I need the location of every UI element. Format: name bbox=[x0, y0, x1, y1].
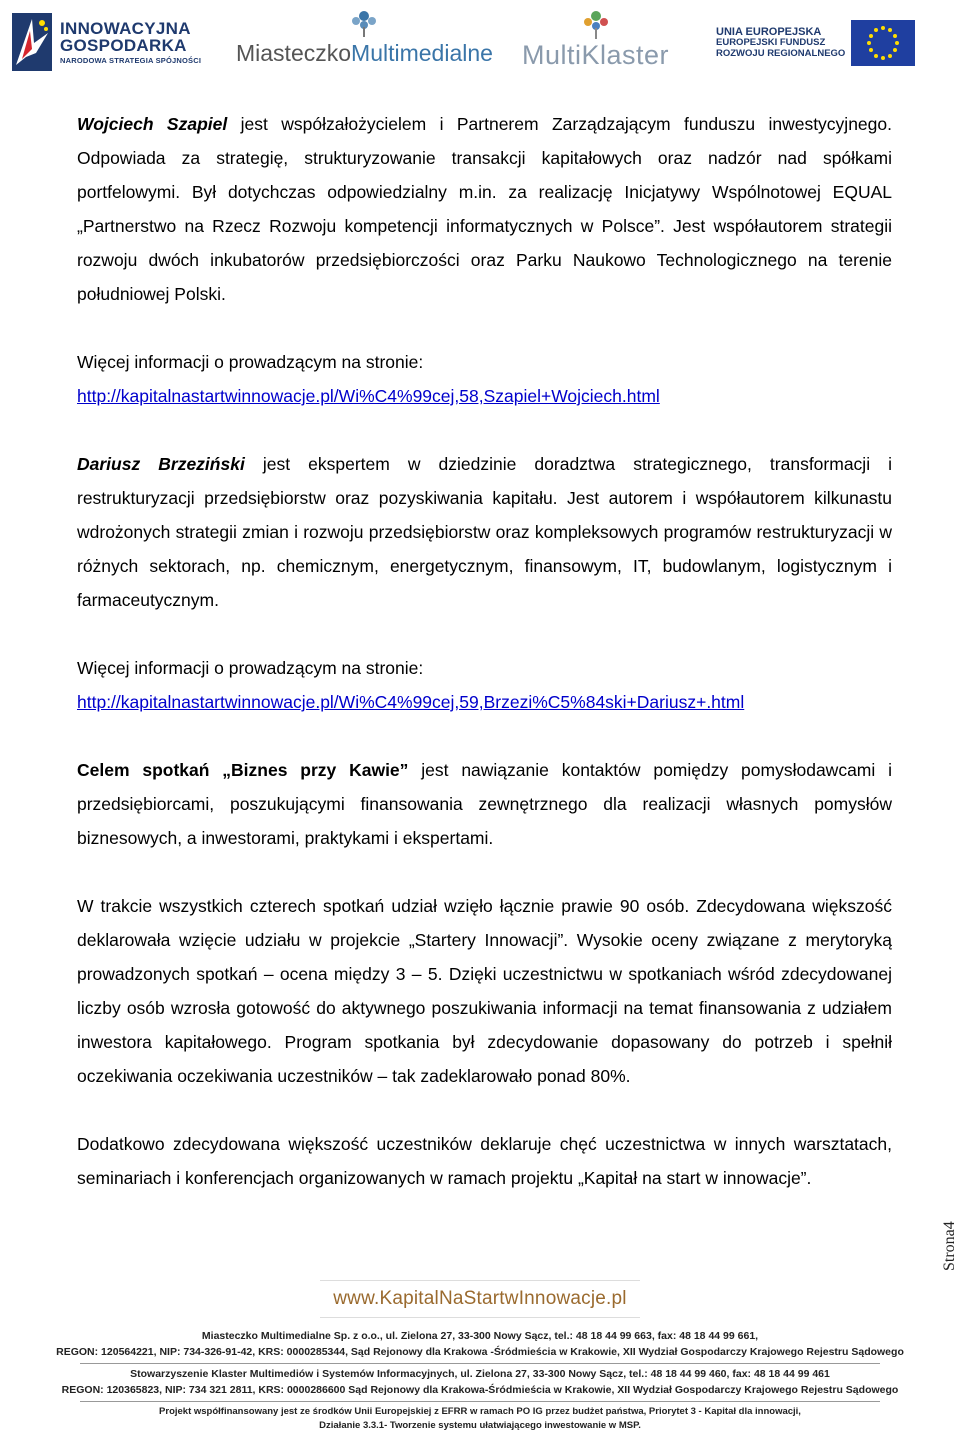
more-info-label-1: Więcej informacji o prowadzącym na stronie: bbox=[77, 352, 424, 372]
eu-flag-icon bbox=[851, 20, 915, 66]
page-number bbox=[935, 1205, 960, 1275]
footer-website-banner bbox=[320, 1280, 640, 1318]
unia-europejska-logo bbox=[716, 18, 915, 68]
person-name-szapiel: Wojciech Szapiel bbox=[77, 114, 228, 134]
more-info-label-2: Więcej informacji o prowadzącym na stronie: bbox=[77, 658, 424, 678]
person-name-brzezinski: Dariusz Brzeziński bbox=[77, 454, 245, 474]
footer-line-5: Projekt współfinansowany jest ze środków Unii Europejskiej z EFRR w ramach PO IG przez budżet państwa, Priorytet 3 - Kapitał dla innowacji, bbox=[159, 1406, 801, 1417]
page-footer bbox=[0, 1276, 960, 1437]
paragraph-brzezinski-text: jest ekspertem w dziedzinie doradztwa strategicznego, transformacji i restrukturyzacji przedsiębiorstw oraz pozyskiwania kapitału. Jest autorem i współautorem kilkunastu wdrożonych strategii zmian i rozwoju przedsiębiorstw oraz kompleksowych programów restrukturyzacji w różnych sektorach, np. chemicznym, energetycznym, finansowym, IT, budowlanym, logistycznym i farmaceutycznym. bbox=[77, 454, 893, 610]
ue-line2: EUROPEJSKI FUNDUSZ bbox=[716, 37, 826, 49]
paragraph-celem-text: jest nawiązanie kontaktów pomiędzy pomysłodawcami i przedsiębiorcami, poszukującymi finansowania zewnętrznego dla realizacji własnych pomysłów biznesowych, a inwestorami, praktykami i ekspertami. bbox=[77, 760, 892, 848]
multiklaster-tree-icon bbox=[578, 10, 614, 40]
more-info-link-brzezinski[interactable]: http://kapitalnastartwinnowacje.pl/Wi%C4%99cej,59,Brzezi%C5%84ski+Dariusz+.html bbox=[77, 692, 745, 712]
paragraph-celem-bold: Celem spotkań „Biznes przy Kawie” bbox=[77, 760, 409, 780]
document-body bbox=[77, 107, 892, 1195]
footer-line-4: REGON: 120365823, NIP: 734 321 2811, KRS: 0000286600 Sąd Rejonowy dla Krakowa-Śródmieścia w Krakowie, XII Wydział Gospodarczy Krajowego Rejestru Sądowego bbox=[61, 1384, 899, 1396]
innowacyjna-gospodarka-emblem-icon bbox=[12, 13, 52, 71]
footer-line-1: Miasteczko Multimedialne Sp. z o.o., ul. Zielona 27, 33-300 Nowy Sącz, tel.: 48 18 44 99 663, fax: 48 18 44 99 661, bbox=[201, 1330, 759, 1342]
ue-line3: ROZWOJU REGIONALNEGO bbox=[716, 48, 846, 60]
page-header bbox=[0, 0, 960, 80]
footer-website-url: www.KapitalNaStartwInnowacje.pl bbox=[333, 1288, 627, 1309]
page-number-text: Strona4 bbox=[941, 1221, 958, 1271]
paragraph-summary: W trakcie wszystkich czterech spotkań udział wzięło łącznie prawie 90 osób. Zdecydowana większość deklarowała wzięcie udziału w projekcie „Startery Innowacji”. Wysokie oceny związane z merytoryką prowadzonych spotkań – ocena między 3 – 5. Dzięki uczestnictwu w spotkaniach wśród zdecydowanej liczby osób wzrosła gotowość do aktywnego poszukiwania informacji na temat finansowania z udziałem inwestora kapitałowego. Program spotkania był zdecydowanie dopasowany do potrzeb i spełnił oczekiwania oczekiwania uczestników – tak zadeklarowało ponad 80%. bbox=[77, 896, 892, 1086]
multiklaster-logo bbox=[522, 10, 669, 72]
ue-line1: UNIA EUROPEJSKA bbox=[716, 25, 822, 38]
miasteczko-multimedialne-logo bbox=[236, 10, 493, 70]
more-info-link-szapiel[interactable]: http://kapitalnastartwinnowacje.pl/Wi%C4%99cej,58,Szapiel+Wojciech.html bbox=[77, 386, 660, 406]
footer-line-3: Stowarzyszenie Klaster Multimediów i Systemów Informacyjnych, ul. Zielona 27, 33-300 Nowy Sącz, tel.: 48 18 44 99 460, fax: 48 18 44 99 461 bbox=[130, 1368, 830, 1380]
paragraph-szapiel bbox=[77, 107, 892, 311]
paragraph-additional: Dodatkowo zdecydowana większość uczestników deklaruje chęć uczestnictwa w innych warsztatach, seminariach i konferencjach organizowanych w ramach projektu „Kapitał na start w innowacje”. bbox=[77, 1134, 892, 1188]
footer-line-6: Działanie 3.3.1- Tworzenie systemu ułatwiającego inwestowanie w MSP. bbox=[319, 1420, 641, 1431]
paragraph-celem bbox=[77, 753, 892, 855]
innowacyjna-gospodarka-logo bbox=[12, 12, 201, 72]
ig-line1: INNOWACYJNA bbox=[60, 18, 191, 38]
ig-line2: GOSPODARKA bbox=[60, 35, 187, 55]
paragraph-brzezinski bbox=[77, 447, 892, 617]
footer-separator-2 bbox=[80, 1401, 880, 1402]
ig-line3: NARODOWA STRATEGIA SPÓJNOŚCI bbox=[60, 55, 202, 65]
mm-part2: Multimedialne bbox=[351, 40, 493, 66]
mk-text: MultiKlaster bbox=[522, 40, 670, 70]
mm-part1: Miasteczko bbox=[236, 40, 352, 66]
footer-line-2: REGON: 120564221, NIP: 734-326-91-42, KRS: 0000285344, Sąd Rejonowy dla Krakowa -Śródmieścia w Krakowie, XII Wydział Gospodarczy Krajowego Rejestru Sądowego bbox=[56, 1346, 904, 1358]
miasteczko-tree-icon bbox=[347, 10, 381, 38]
paragraph-szapiel-text: jest współzałożycielem i Partnerem Zarządzającym funduszu inwestycyjnego. Odpowiada za strategię, strukturyzowanie transakcji kapitałowych oraz nadzór nad spółkami portfelowymi. Był dotychczas odpowiedzialny m.in. za realizację Inicjatywy Wspólnotowej EQUAL „Partnerstwo na Rzecz Rozwoju kompetencji informatycznych w Polsce”. Jest współautorem strategii rozwoju dwóch inkubatorów przedsiębiorczości oraz Parku Naukowo Technologicznego na terenie południowej Polski. bbox=[77, 114, 892, 304]
footer-separator-1 bbox=[80, 1363, 880, 1364]
